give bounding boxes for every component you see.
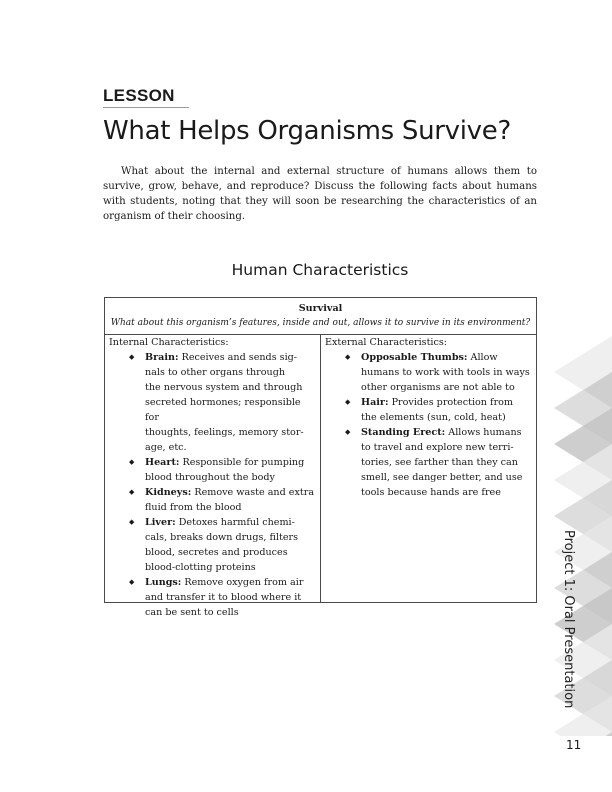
table-body	[105, 335, 536, 618]
page-number: 11	[566, 738, 582, 752]
external-item-line: Hair: Provides protection from	[361, 397, 514, 408]
internal-item-line: age, etc.	[145, 442, 187, 453]
internal-item	[109, 515, 316, 575]
internal-item-line: fluid from the blood	[145, 502, 242, 513]
section-heading: Human Characteristics	[231, 261, 409, 279]
internal-item	[109, 350, 316, 455]
internal-item-line: secreted hormones; responsible for	[145, 397, 301, 423]
internal-item-line: nals to other organs through	[145, 367, 286, 378]
internal-item-line: Liver: Detoxes harmful chemi-	[145, 517, 295, 528]
lesson-eyebrow: LESSON	[103, 86, 175, 105]
intro-paragraph: What about the internal and external structure of humans allows them to survive, grow, behave, and reproduce? Discuss the following facts about humans with students, noting that they will soon be researching the characteristics of an organism of their choosing.	[103, 166, 537, 222]
external-item-line: other organisms are not able to	[361, 382, 515, 393]
internal-item-term: Kidneys:	[145, 487, 192, 498]
external-list	[325, 350, 532, 500]
page-title: What Helps Organisms Survive?	[103, 116, 511, 146]
internal-item-line: can be sent to cells	[145, 607, 239, 618]
external-item-line: the elements (sun, cold, heat)	[361, 412, 506, 423]
internal-item-line: thoughts, feelings, memory stor-	[145, 427, 304, 438]
external-label: External Characteristics:	[325, 337, 448, 348]
external-item	[325, 425, 532, 500]
internal-item-line: Kidneys: Remove waste and extra	[145, 487, 315, 498]
characteristics-table	[104, 297, 537, 618]
internal-item	[109, 455, 316, 485]
external-item-line: to travel and explore new terri-	[361, 442, 514, 453]
internal-item-line: blood throughout the body	[145, 472, 275, 483]
internal-item-term: Heart:	[145, 457, 180, 468]
internal-label: Internal Characteristics:	[109, 337, 229, 348]
external-item-term: Standing Erect:	[361, 427, 446, 438]
external-item	[325, 350, 532, 395]
external-item-line: tools because hands are free	[361, 487, 501, 498]
internal-item-term: Brain:	[145, 352, 179, 363]
side-tab-text: Project 1: Oral Presentation	[561, 530, 576, 709]
internal-item	[109, 485, 316, 515]
bullet-icon: ◆	[129, 518, 135, 526]
external-item-line: Standing Erect: Allows humans	[361, 427, 522, 438]
bullet-icon: ◆	[345, 428, 351, 436]
internal-item-line: and transfer it to blood where it	[145, 592, 302, 603]
external-item-line: humans to work with tools in ways	[361, 367, 530, 378]
internal-item-term: Liver:	[145, 517, 176, 528]
internal-item-line: Heart: Responsible for pumping	[145, 457, 305, 468]
external-item-term: Hair:	[361, 397, 389, 408]
internal-item-line: Lungs: Remove oxygen from air	[145, 577, 304, 588]
internal-item-line: cals, breaks down drugs, filters	[145, 532, 299, 543]
table-header	[105, 298, 536, 335]
internal-item-line: Brain: Receives and sends sig-	[145, 352, 298, 363]
internal-column	[105, 335, 321, 618]
external-item-line: tories, see farther than they can	[361, 457, 518, 468]
internal-item-line: blood-clotting proteins	[145, 562, 256, 573]
bullet-icon: ◆	[129, 353, 135, 361]
eyebrow-rule	[103, 107, 189, 108]
table-header-subtitle: What about this organism’s features, inside and out, allows it to survive in its environment?	[110, 318, 531, 328]
internal-list	[109, 350, 316, 620]
external-item	[325, 395, 532, 425]
external-item-term: Opposable Thumbs:	[361, 352, 468, 363]
external-item-line: smell, see danger better, and use	[361, 472, 523, 483]
bullet-icon: ◆	[129, 578, 135, 586]
table-header-title: Survival	[298, 303, 343, 314]
external-column	[321, 335, 536, 603]
bullet-icon: ◆	[129, 488, 135, 496]
bullet-icon: ◆	[345, 353, 351, 361]
internal-item-line: the nervous system and through	[145, 382, 303, 393]
bullet-icon: ◆	[345, 398, 351, 406]
internal-item-line: blood, secretes and produces	[145, 547, 288, 558]
side-tab-label	[560, 530, 586, 709]
bullet-icon: ◆	[129, 458, 135, 466]
internal-item	[109, 575, 316, 620]
external-item-line: Opposable Thumbs: Allow	[361, 352, 498, 363]
internal-item-term: Lungs:	[145, 577, 182, 588]
